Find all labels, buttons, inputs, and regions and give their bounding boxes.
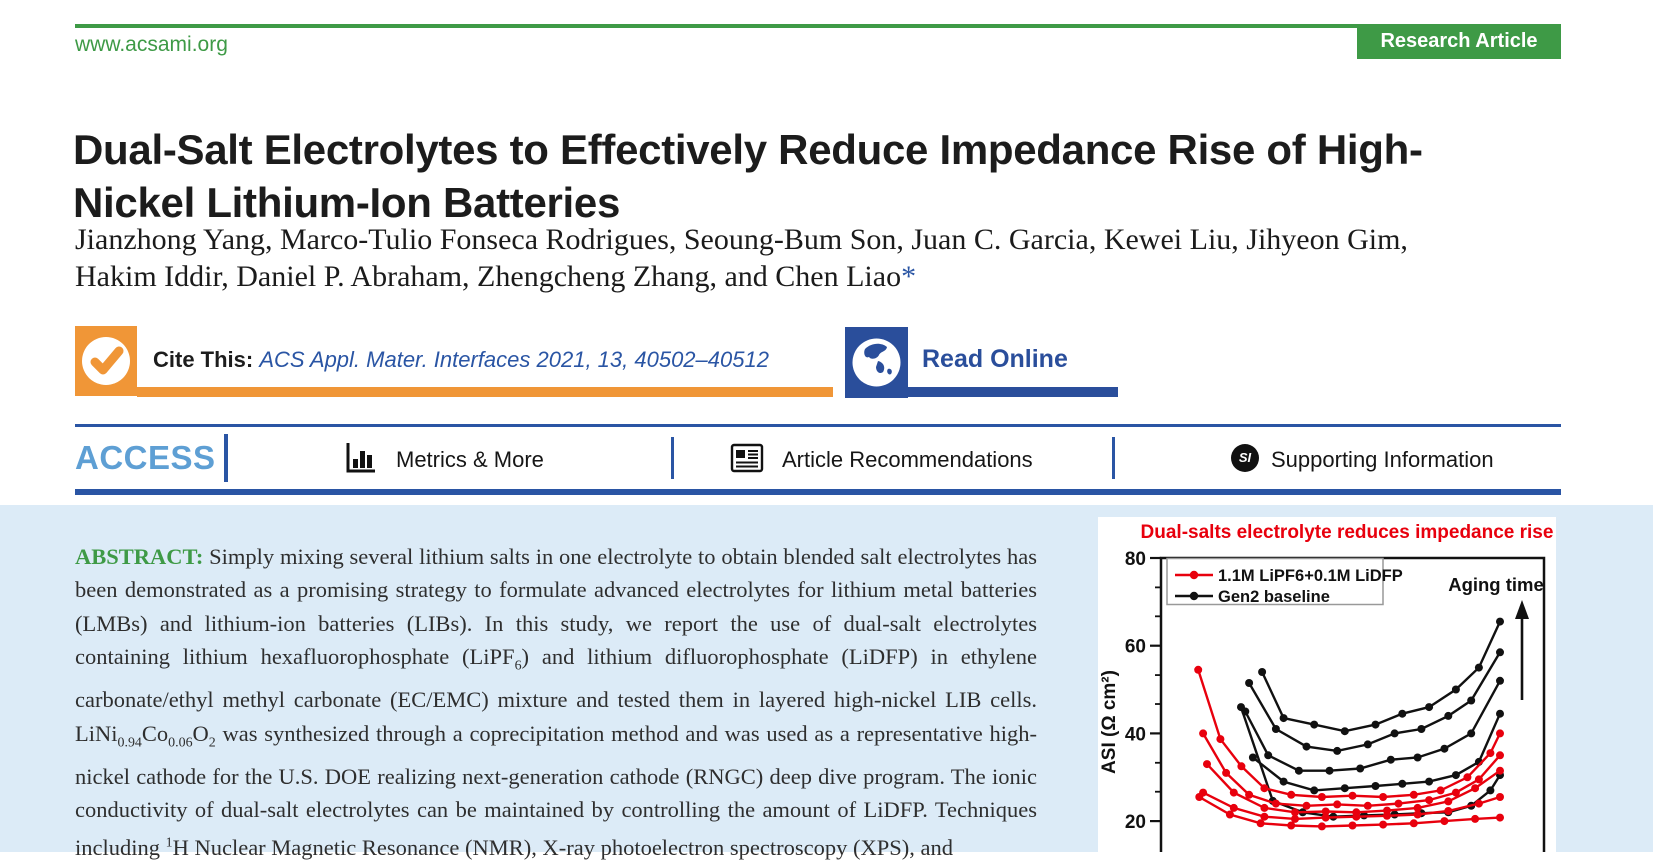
impedance-chart — [1098, 517, 1556, 852]
graphical-abstract-figure — [1098, 517, 1556, 852]
header-green-rule — [75, 24, 1357, 28]
page-title: Dual-Salt Electrolytes to Effectively Reduce Impedance Rise of High-Nickel Lithium-Ion Batteries — [73, 126, 1423, 227]
abstract-heading: ABSTRACT: — [75, 543, 204, 569]
access-bar-bottom-rule — [75, 489, 1561, 495]
access-separator — [671, 437, 674, 479]
svg-text:80: 80 — [1124, 549, 1146, 570]
article-type-badge: Research Article — [1357, 24, 1561, 59]
read-online-button[interactable]: Read Online — [922, 345, 1068, 373]
svg-text:60: 60 — [1124, 636, 1146, 658]
corresponding-author-marker: * — [901, 260, 917, 293]
svg-text:20: 20 — [1124, 812, 1146, 834]
cite-this-line — [153, 347, 769, 373]
bar-chart-icon — [344, 441, 378, 480]
citation-link[interactable]: ACS Appl. Mater. Interfaces 2021, 13, 40502–40512 — [259, 347, 769, 372]
cite-this-checkmark-icon — [75, 326, 137, 396]
access-separator — [1112, 437, 1115, 479]
si-circle-icon: SI — [1231, 444, 1259, 472]
svg-text:Gen2 baseline: Gen2 baseline — [1218, 588, 1330, 606]
author-names: Jianzhong Yang, Marco-Tulio Fonseca Rodrigues, Seoung-Bum Son, Juan C. Garcia, Kewei Liu, Jihyeon Gim, Hakim Iddir, Daniel P. Abraham, Zhengcheng Zhang, and Chen Liao — [75, 223, 1408, 293]
svg-text:ASI (Ω cm²): ASI (Ω cm²) — [1099, 670, 1120, 774]
globe-icon[interactable] — [845, 327, 908, 398]
newspaper-icon — [729, 441, 765, 480]
abstract-paragraph — [75, 540, 1037, 865]
access-separator — [224, 434, 228, 482]
svg-text:40: 40 — [1124, 724, 1146, 746]
cite-this-label: Cite This: — [153, 347, 254, 372]
figure-title: Dual-salts electrolyte reduces impedance rise — [1140, 522, 1554, 543]
supporting-information-link[interactable]: Supporting Information — [1271, 447, 1494, 472]
abstract-text: Simply mixing several lithium salts in one electrolyte to obtain blended salt electrolytes has been demonstrated as a promising strategy to formulate advanced electrolytes for lithium metal batteries (LMBs) and lithium-ion batteries (LIBs). In this study, we report the use of dual-salt electrolytes containing lithium hexafluorophosphate (LiPF$_6$) and lithium difluorophosphate (LiDFP) in ethylene carbonate/ethyl methyl carbonate (EC/EMC) mixture and tested them in layered high-nickel LIB cells. $LiNi_{0.94}Co_{0.06}O_2$ was synthesized through a coprecipitation method and was used as a representative high-nickel cathode for the U.S. DOE realizing next-generation cathode (RNGC) deep dive program. The ionic conductivity of dual-salt electrolytes can be maintained by controlling the amount of LiDFP. Techniques including $^1$H Nuclear Magnetic Resonance (NMR), X-ray photoelectron spectroscopy (XPS), and — [75, 543, 1037, 860]
journal-site-link[interactable]: www.acsami.org — [75, 33, 228, 56]
svg-text:1.1M LiPF6+0.1M LiDFP: 1.1M LiPF6+0.1M LiDFP — [1218, 567, 1403, 585]
read-online-blue-rule — [908, 387, 1118, 397]
svg-text:Aging time: Aging time — [1448, 574, 1544, 595]
metrics-and-more-link[interactable]: Metrics & More — [396, 447, 544, 472]
access-bar-top-rule — [75, 424, 1561, 427]
article-recommendations-link[interactable]: Article Recommendations — [782, 447, 1033, 472]
author-list — [75, 221, 1475, 295]
access-link[interactable]: ACCESS — [75, 439, 216, 476]
cite-orange-rule — [137, 387, 833, 397]
